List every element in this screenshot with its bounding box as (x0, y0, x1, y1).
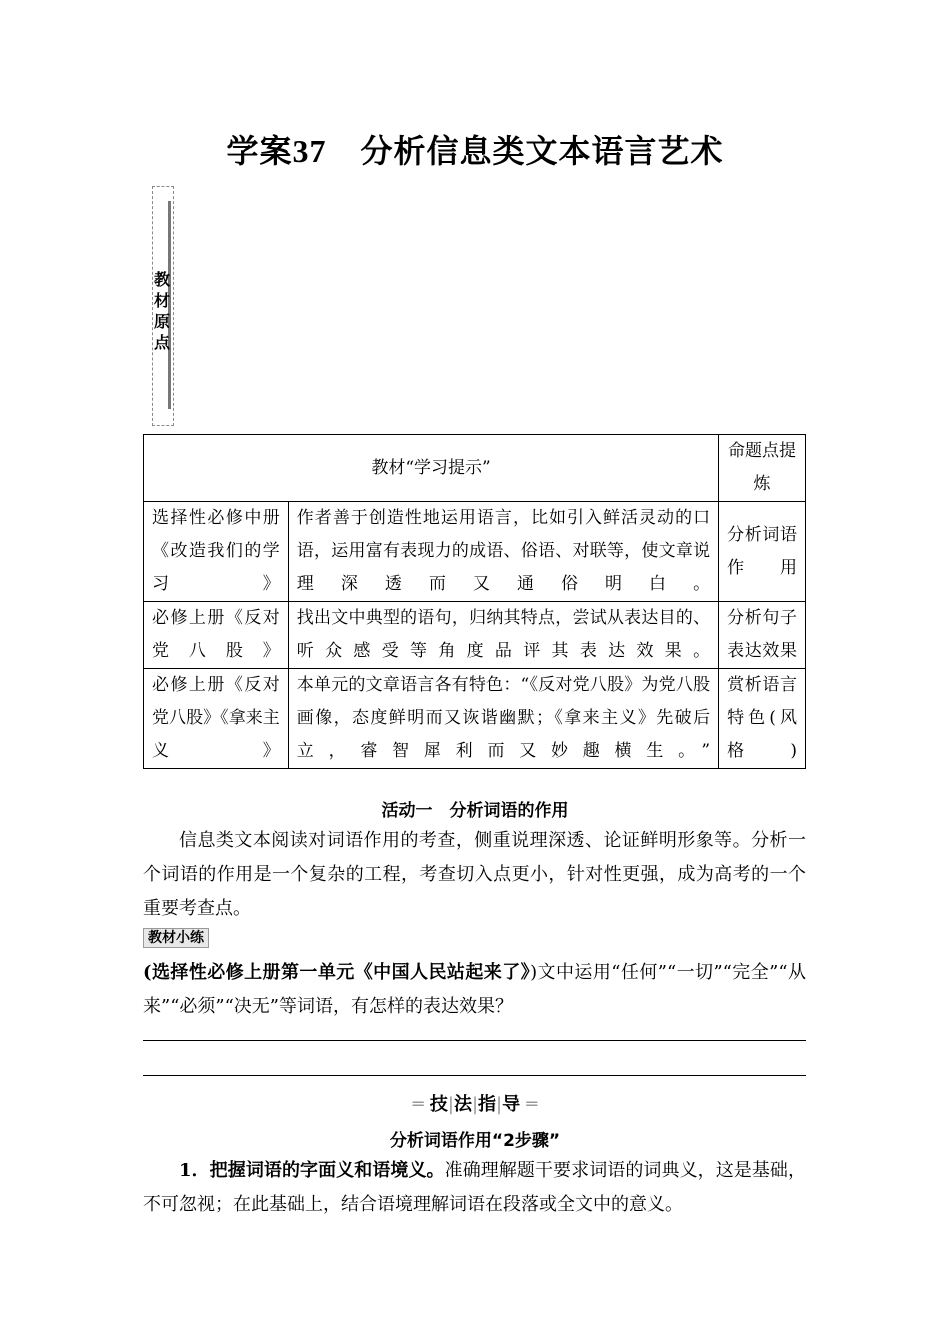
side-tag-label: 教材原点 (153, 270, 170, 352)
table-cell-source: 必修上册《反对党八股》 (144, 602, 289, 669)
banner-rule-right: ═ (526, 1094, 538, 1115)
table-header-main: 教材“学习提示” (144, 435, 719, 502)
banner-rule-left: ═ (412, 1094, 424, 1115)
side-section-tag (152, 186, 174, 426)
practice-tag: 教材小练 (143, 928, 209, 948)
intro-paragraph: 信息类文本阅读对词语作用的考查，侧重说理深透、论证鲜明形象等。分析一个词语的作用是一个复杂的工程，考查切入点更小，针对性更强，成为高考的一个重要考查点。 (143, 830, 806, 919)
banner-char: 导 (502, 1094, 521, 1115)
title-number: 37 (292, 133, 327, 169)
table-header-side: 命题点提炼 (719, 435, 806, 502)
table-row (144, 669, 806, 769)
table-cell-hint: 作者善于创造性地运用语言，比如引入鲜活灵动的口语，运用富有表现力的成语、俗语、对联等，使文章说理深透而又通俗明白。 (288, 502, 718, 602)
answer-line[interactable] (143, 1075, 806, 1076)
table-cell-hint: 找出文中典型的语句，归纳其特点，尝试从表达目的、听众感受等角度品评其表达效果。 (288, 602, 718, 669)
banner-char: 法 (453, 1094, 472, 1115)
question-source: (选择性必修上册第一单元《中国人民站起来了》 (143, 962, 531, 983)
banner-char: 技 (429, 1094, 448, 1115)
table-cell-point: 分析句子表达效果 (719, 602, 806, 669)
practice-question (143, 956, 806, 1024)
step-1-text: 准确理解题干要求词语的词典义，这是基础，不可忽视；在此基础上，结合语境理解词语在段落或全文中的意义。 (143, 1160, 807, 1215)
table-cell-hint: 本单元的文章语言各有特色：“《反对党八股》为党八股画像，态度鲜明而又诙谐幽默；《拿来主义》先破后立，睿智犀利而又妙趣横生。” (288, 669, 718, 769)
table-row (144, 502, 806, 602)
table-cell-source: 必修上册《反对党八股》《拿来主义》 (144, 669, 289, 769)
step-1-paragraph (143, 1154, 806, 1222)
table-cell-source: 选择性必修中册《改造我们的学习》 (144, 502, 289, 602)
steps-heading: 分析词语作用“2步骤” (389, 1131, 561, 1151)
title-prefix: 学案 (226, 132, 293, 170)
banner-char: 指 (478, 1094, 497, 1115)
table-cell-point: 分析词语作用 (719, 502, 806, 602)
activity-heading: 活动一 分析词语的作用 (381, 801, 569, 821)
table-row (144, 602, 806, 669)
answer-line[interactable] (143, 1040, 806, 1041)
table-cell-point: 赏析语言特色(风格) (719, 669, 806, 769)
method-guide-banner: ═ 技|法|指|导 ═ (412, 1094, 538, 1115)
title-text: 分析信息类文本语言艺术 (360, 132, 724, 170)
textbook-table (143, 434, 806, 769)
page-title (0, 126, 950, 172)
step-1-title: 1．把握词语的字面义和语境义。 (179, 1160, 445, 1181)
question-text: )文中运用“任何”“一切”“完全”“从来”“必须”“决无”等词语，有怎样的表达效果？ (143, 962, 807, 1017)
